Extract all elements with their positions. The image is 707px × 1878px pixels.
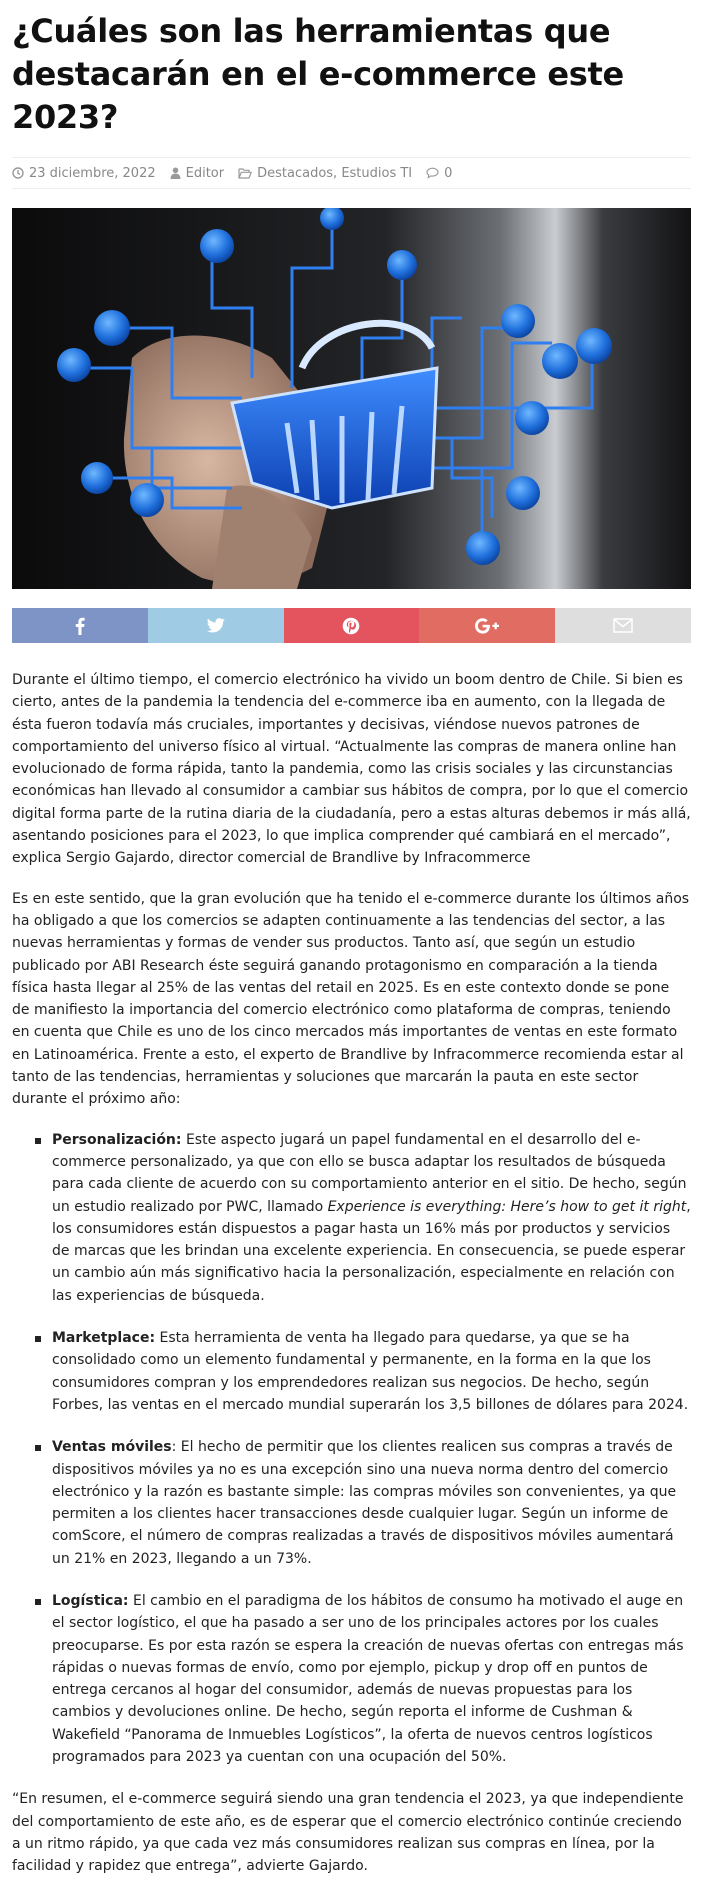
list-item <box>52 1129 691 1307</box>
list-item-text: El cambio en el paradigma de los hábitos de consumo ha motivado el auge en el sector logístico, el que ha pasado a ser uno de los principales actores por los cuales preocuparse. Es por esta razón se espera la creación de nuevas ofertas con entregas más rápidas o nuevas formas de envío, como por ejemplo, pickup y drop off en puntos de entrega cercanos al hogar del consumidor, además de nuevas propuestas para los cambios y devoluciones online. De hecho, según reporta el informe de Cushman & Wakefield “Panorama de Inmuebles Logísticos”, la oferta de nuevos centros logísticos programados para 2023 ya cuentan con una ocupación del 50%. <box>52 1592 684 1766</box>
list-item-text: Esta herramienta de venta ha llegado para quedarse, ya que se ha consolidado como un elemento fundamental y permanente, en la forma en la que los consumidores compran y los emprendedores realizan sus negocios. De hecho, según Forbes, las ventas en el mercado mundial superarán los 3,5 billones de dólares para 2024. <box>52 1330 689 1413</box>
comments-count[interactable]: 0 <box>444 165 453 181</box>
article-body <box>12 669 691 1878</box>
post-author-link[interactable]: Editor <box>185 165 225 181</box>
share-pinterest-button[interactable] <box>284 608 420 643</box>
share-facebook-button[interactable] <box>12 608 148 643</box>
post-date <box>12 166 156 181</box>
list-item-text: , los consumidores están dispuestos a pagar hasta un 16% más por productos y servicios de marcas que les brindan una excelente experiencia. En consecuencia, se puede esperar un cambio aún más significativo hacia la personalización, especialmente en relación con las experiencias de búsqueda. <box>52 1198 691 1304</box>
article-title: ¿Cuáles son las herramientas que destacarán en el e-commerce este 2023? <box>12 12 624 136</box>
list-item <box>52 1436 691 1570</box>
twitter-icon <box>207 618 225 633</box>
post-meta <box>12 157 691 189</box>
paragraph-conclusion: “En resumen, el e-commerce seguirá siendo una gran tendencia el 2023, ya que independiente del comportamiento de este año, es de esperar que el comercio electrónico continúe creciendo a un ritmo rápido, ya que cada vez más consumidores realizan sus compras en línea, por la facilidad y rapidez que entrega”, advierte Gajardo. <box>12 1791 684 1875</box>
paragraph-intro: Durante el último tiempo, el comercio electrónico ha vivido un boom dentro de Chile. Si bien es cierto, antes de la pandemia la tendencia del e-commerce iba en aumento, con la llegada de ésta fueron todavía más cruciales, importantes y decisivas, viéndose nuevos patrones de comportamiento del universo físico al virtual. “Actualmente las compras de manera online han evolucionado de forma rápida, tanto la pandemia, como las crisis sociales y las circunstancias económicas han llevado al consumidor a cambiar sus hábitos de compra, por lo que el comercio digital forma parte de la rutina diaria de la ciudadanía, pero a estas alturas debemos ir más allá, asentando posiciones para el 2023, lo que implica comprender qué cambiará en el mercado”, explica Sergio Gajardo, director comercial de Brandlive by Infracommerce <box>12 672 691 867</box>
post-date-text: 23 diciembre, 2022 <box>29 165 156 181</box>
trends-list <box>12 1129 691 1769</box>
paragraph-context: Es en este sentido, que la gran evolución que ha tenido el e-commerce durante los últimos años ha obligado a que los comercios se adapten continuamente a las tendencias del sector, a las nuevas herramientas y formas de vender sus productos. Tanto así, que según un estudio publicado por ABI Research éste seguirá ganando protagonismo en comparación a la tienda física hasta llegar al 25% de las ventas del retail en 2025. Es en este contexto donde se pone de manifiesto la importancia del comercio electrónico como plataforma de compras, teniendo en cuenta que Chile es uno de los cinco mercados más importantes de ventas en este formato en Latinoamérica. Frente a esto, el experto de Brandlive by Infracommerce recomienda estar al tanto de las tendencias, herramientas y soluciones que marcarán la pauta en este sector durante el próximo año: <box>12 890 690 1108</box>
share-email-button[interactable] <box>555 608 691 643</box>
clock-icon <box>12 167 24 179</box>
list-item <box>52 1327 691 1416</box>
list-item-text: Este aspecto jugará un papel fundamental en el desarrollo del e-commerce personalizado, ya que con ello se busca adaptar los resultados de búsqueda para cada cliente de acuerdo con su comportamiento anterior en el sitio. De hecho, según un estudio realizado por PWC, llamado <box>52 1131 687 1215</box>
google-plus-icon <box>475 618 499 634</box>
share-google-plus-button[interactable] <box>419 608 555 643</box>
user-icon <box>170 167 181 179</box>
article <box>12 10 691 1878</box>
pinterest-icon <box>342 617 360 635</box>
list-item <box>52 1590 691 1768</box>
category-link-destacados[interactable]: Destacados <box>257 165 334 181</box>
list-item-label: Ventas móviles <box>52 1439 172 1456</box>
post-comments[interactable] <box>426 166 452 181</box>
share-twitter-button[interactable] <box>148 608 284 643</box>
list-item-label: Marketplace: <box>52 1330 156 1347</box>
post-author <box>170 166 224 181</box>
study-title: Experience is everything: Here’s how to get it right <box>327 1198 687 1215</box>
list-item-label: Personalización: <box>52 1131 182 1148</box>
folder-open-icon <box>238 167 252 179</box>
comment-icon <box>426 167 439 179</box>
category-link-estudios-ti[interactable]: Estudios TI <box>341 165 413 181</box>
mail-icon <box>613 618 633 633</box>
category-separator: , <box>333 165 342 181</box>
facebook-icon <box>75 617 85 635</box>
list-item-label: Logística: <box>52 1592 129 1609</box>
hero-image <box>12 208 691 589</box>
post-categories <box>238 166 412 181</box>
share-bar <box>12 608 691 643</box>
list-item-text: : El hecho de permitir que los clientes realicen sus compras a través de dispositivos móviles ya no es una excepción sino una nueva norma dentro del comercio electrónico y la razón es bastante simple: las compras móviles son convenientes, ya que permiten a los clientes hacer transacciones desde cualquier lugar. Según un informe de comScore, el número de compras realizadas a través de dispositivos móviles aumentará un 21% en 2023, llegando a un 73%. <box>52 1439 677 1567</box>
